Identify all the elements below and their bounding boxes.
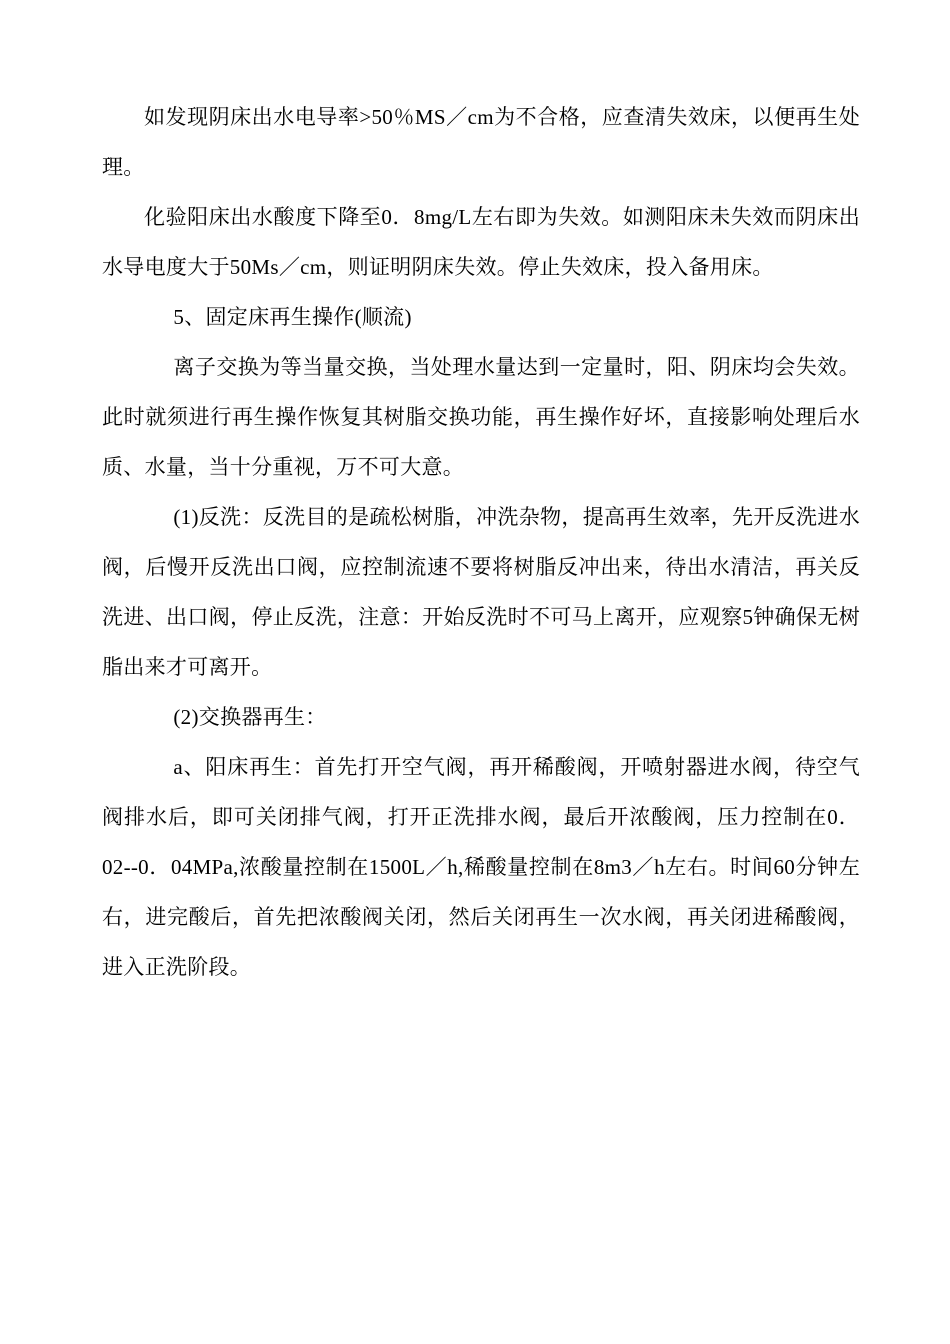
paragraph-backwash: (1)反洗：反洗目的是疏松树脂，冲洗杂物，提高再生效率，先开反洗进水阀，后慢开反洗出口阀，应控制流速不要将树脂反冲出来，待出水清洁，再关反洗进、出口阀，停止反洗，注意：开始反洗时不可马上离开，应观察5钟确保无树脂出来才可离开。 xyxy=(102,505,860,679)
paragraph-conductivity-check: 如发现阴床出水电导率>50％MS／cm为不合格，应查清失效床，以便再生处理。 xyxy=(102,105,860,179)
section-heading-regeneration: 5、固定床再生操作(顺流) xyxy=(173,305,412,329)
paragraph-ion-exchange-intro: 离子交换为等当量交换，当处理水量达到一定量时，阳、阴床均会失效。此时就须进行再生操作恢复其树脂交换功能，再生操作好坏，直接影响处理后水质、水量，当十分重视，万不可大意。 xyxy=(102,355,860,479)
document-body xyxy=(102,92,860,992)
subheading-exchanger-regeneration: (2)交换器再生： xyxy=(173,705,327,729)
paragraph-cation-regeneration: a、阳床再生：首先打开空气阀，再开稀酸阀，开喷射器进水阀，待空气阀排水后，即可关闭排气阀，打开正洗排水阀，最后开浓酸阀，压力控制在0．02--0．04MPa,浓酸量控制在1500L／h,稀酸量控制在8m3／h左右。时间60分钟左右，进完酸后，首先把浓酸阀关闭，然后关闭再生一次水阀，再关闭进稀酸阀，进入正洗阶段。 xyxy=(102,755,860,979)
paragraph-cation-bed-failure: 化验阳床出水酸度下降至0．8mg/L左右即为失效。如测阳床未失效而阴床出水导电度大于50Ms／cm，则证明阴床失效。停止失效床，投入备用床。 xyxy=(102,205,860,279)
